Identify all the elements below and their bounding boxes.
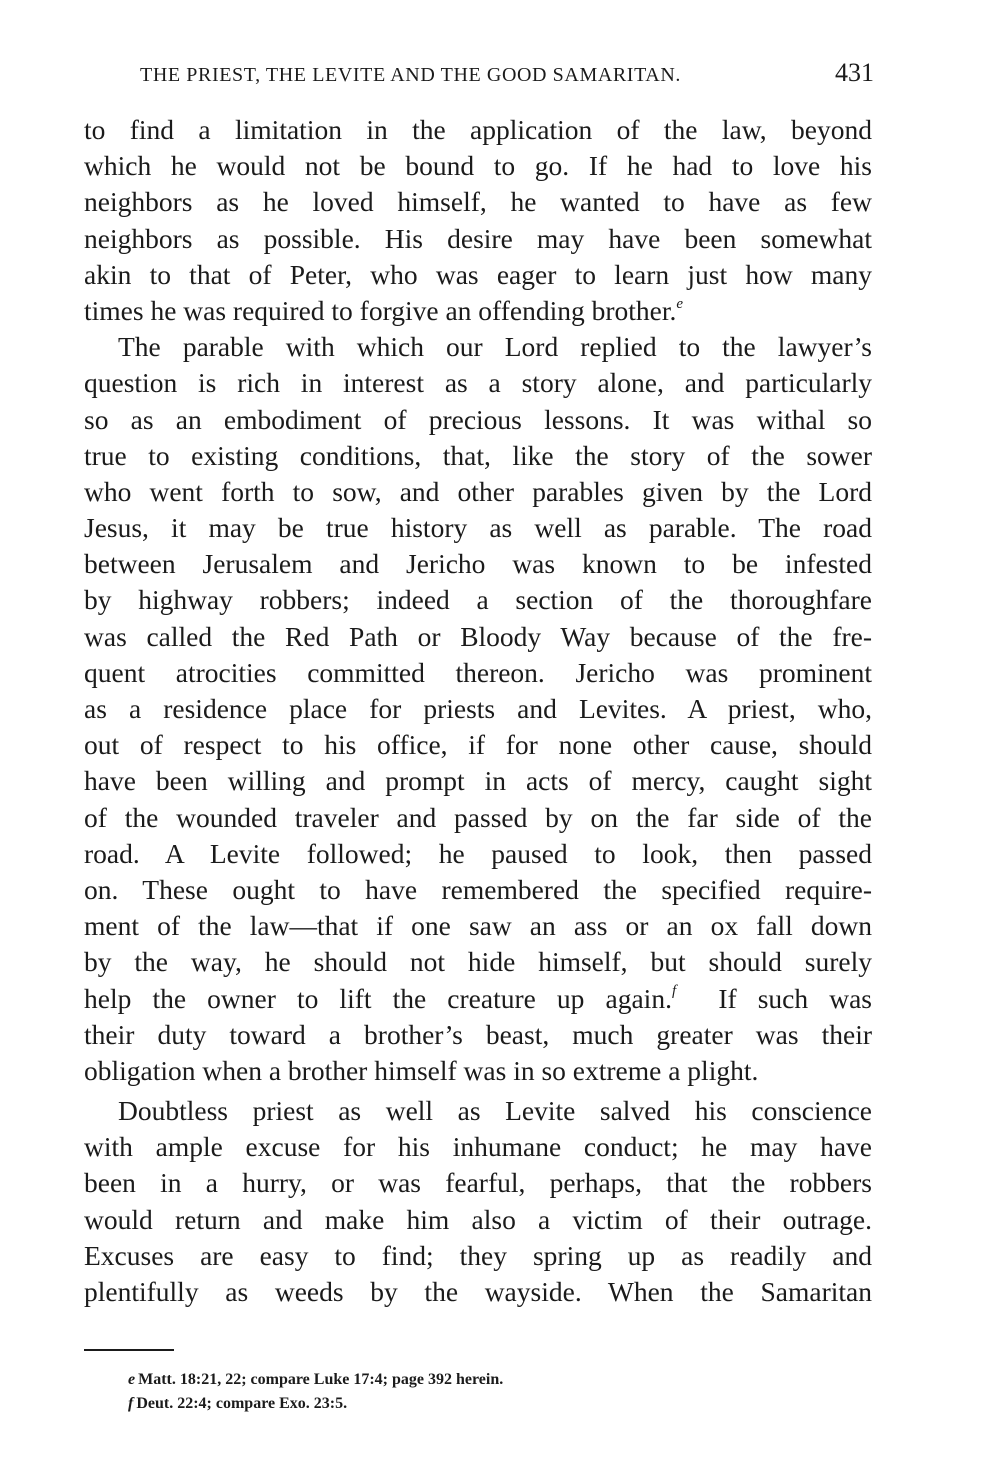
footnote-divider — [84, 1349, 174, 1351]
text-line: road. A Levite followed; he paused to look, then passed — [84, 837, 872, 869]
text-line — [84, 981, 872, 1017]
text-line: true to existing conditions, that, like the story of the sower — [84, 439, 872, 471]
footnote-f — [128, 1392, 828, 1416]
text-line: Doubtless priest as well as Levite salved his conscience — [118, 1095, 872, 1127]
footnote-e — [128, 1368, 828, 1392]
text-line: plentifully as weeds by the wayside. When the Samaritan — [84, 1276, 872, 1307]
text-line: have been willing and prompt in acts of mercy, caught sight — [84, 765, 872, 797]
text-line: obligation when a brother himself was in so extreme a plight. — [84, 1054, 759, 1086]
footnote-mark: e — [128, 1371, 136, 1388]
text-line: been in a hurry, or was fearful, perhaps, that the robbers — [84, 1167, 872, 1199]
text-line: out of respect to his office, if for none other cause, should — [84, 729, 872, 761]
footnote-mark: f — [128, 1395, 134, 1412]
text-line: neighbors as he loved himself, he wanted to have as few — [84, 186, 872, 218]
paragraph-2 — [84, 329, 872, 1089]
text-line: to find a limitation in the application of the law, beyond — [84, 114, 872, 145]
text-line: neighbors as possible. His desire may have been somewhat — [84, 222, 872, 254]
body-text — [84, 112, 872, 1310]
footnote-ref-f[interactable]: f — [671, 983, 677, 1000]
text-line: who went forth to sow, and other parables given by the Lord — [84, 475, 872, 507]
text-line: was called the Red Path or Bloody Way because of the fre- — [84, 620, 872, 652]
text-line: of the wounded traveler and passed by on the far side of the — [84, 801, 872, 833]
running-title: THE PRIEST, THE LEVITE AND THE GOOD SAMARITAN. — [140, 64, 681, 86]
text-line: Jesus, it may be true history as well as parable. The road — [84, 512, 872, 544]
text-line: on. These ought to have remembered the specified require- — [84, 873, 872, 905]
text-line: as a residence place for priests and Levites. A priest, who, — [84, 693, 872, 724]
text-line: The parable with which our Lord replied to the lawyer’s — [118, 331, 872, 363]
text-line: by highway robbers; indeed a section of the thoroughfare — [84, 584, 872, 616]
text-line: between Jerusalem and Jericho was known to be infested — [84, 548, 872, 580]
text-line: question is rich in interest as a story alone, and particularly — [84, 367, 872, 399]
text-line: Excuses are easy to find; they spring up as readily and — [84, 1239, 872, 1271]
text-segment: help the owner to lift the creature up again. — [84, 982, 672, 1014]
text-line — [84, 293, 872, 329]
text-segment: If such was — [676, 982, 872, 1014]
footnotes — [128, 1368, 828, 1416]
text-line: their duty toward a brother’s beast, much greater was their — [84, 1018, 872, 1050]
text-line: would return and make him also a victim of their outrage. — [84, 1203, 872, 1235]
text-line: by the way, he should not hide himself, but should surely — [84, 946, 872, 978]
footnote-ref-e[interactable]: e — [676, 295, 684, 312]
text-line: ment of the law—that if one saw an ass or an ox fall down — [84, 910, 872, 942]
text-segment: times he was required to forgive an offending brother. — [84, 294, 677, 326]
page-number: 431 — [835, 58, 874, 87]
paragraph-1 — [84, 112, 872, 329]
paragraph-3 — [84, 1093, 872, 1310]
text-line: so as an embodiment of precious lessons. It was withal so — [84, 403, 872, 435]
running-header — [140, 58, 874, 92]
text-line: quent atrocities committed thereon. Jericho was prominent — [84, 656, 872, 688]
footnote-text: Deut. 22:4; compare Exo. 23:5. — [136, 1395, 348, 1412]
footnote-text: Matt. 18:21, 22; compare Luke 17:4; page 392 herein. — [138, 1371, 504, 1388]
text-line: which he would not be bound to go. If he had to love his — [84, 150, 872, 182]
text-line: with ample excuse for his inhumane conduct; he may have — [84, 1131, 872, 1163]
text-line: akin to that of Peter, who was eager to learn just how many — [84, 258, 872, 290]
